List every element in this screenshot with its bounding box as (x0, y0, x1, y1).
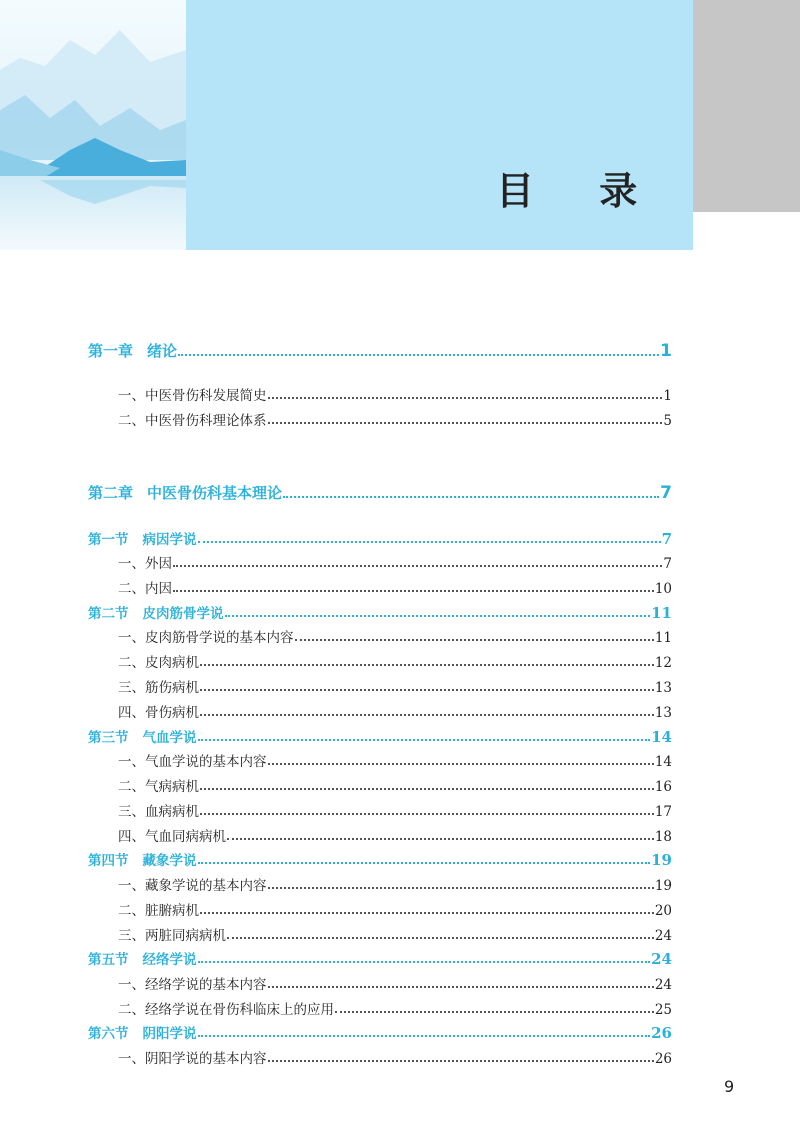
toc-entry-page: 1 (660, 341, 672, 361)
toc-entry-number: 第二章 (88, 484, 134, 502)
toc-entry-page: 24 (654, 928, 672, 944)
toc-entry-number: 第一节 (88, 532, 129, 548)
toc-entry-number: 第二节 (88, 606, 129, 622)
toc-entry-page: 13 (654, 680, 672, 696)
toc-section[interactable] (88, 528, 672, 548)
toc-item[interactable] (88, 998, 672, 1018)
dot-leader (200, 813, 654, 815)
page-title: 目 录 (496, 169, 664, 213)
toc-entry-title: 绪论 (147, 342, 178, 360)
toc-item[interactable] (88, 384, 672, 404)
toc-entry-title: 二、脏腑病机 (118, 903, 199, 919)
toc-entry-title: 一、经络学说的基本内容 (118, 977, 267, 993)
toc-entry-page: 1 (663, 388, 672, 404)
toc-entry-page: 11 (651, 604, 672, 622)
toc-section[interactable] (88, 849, 672, 869)
toc-entry-page: 7 (663, 556, 672, 572)
toc-entry-label (88, 384, 267, 404)
toc-item[interactable] (88, 750, 672, 770)
toc-entry-title: 中医骨伤科基本理论 (147, 484, 283, 502)
toc-item[interactable] (88, 651, 672, 671)
toc-entry-page: 19 (651, 851, 672, 869)
dot-leader (173, 565, 662, 567)
toc-entry-page: 25 (654, 1002, 672, 1018)
toc-entry-label (88, 552, 172, 572)
toc-entry-page: 26 (654, 1051, 672, 1067)
toc-entry-title: 一、皮肉筋骨学说的基本内容 (118, 630, 294, 646)
toc-entry-number: 第六节 (88, 1026, 129, 1042)
dot-leader (268, 1060, 654, 1062)
dot-leader (200, 689, 654, 691)
dot-leader (268, 887, 654, 889)
toc-section[interactable] (88, 602, 672, 622)
toc-entry-title: 二、经络学说在骨伤科临床上的应用 (118, 1002, 334, 1018)
toc-item[interactable] (88, 825, 672, 845)
dot-leader (198, 541, 661, 543)
toc-entry-title: 四、气血同病病机 (118, 829, 226, 845)
dot-leader (178, 354, 659, 356)
toc-entry-number: 第五节 (88, 952, 129, 968)
page-number: 9 (724, 1077, 735, 1096)
landscape-illustration (0, 0, 186, 250)
toc-entry-title: 阴阳学说 (142, 1026, 197, 1042)
toc-entry-label (88, 948, 197, 968)
toc-section[interactable] (88, 726, 672, 746)
dot-leader (173, 590, 654, 592)
toc-item[interactable] (88, 409, 672, 429)
toc-entry-label (88, 800, 199, 820)
toc-entry-page: 7 (660, 483, 672, 503)
toc-item[interactable] (88, 577, 672, 597)
dot-leader (225, 615, 651, 617)
toc-entry-title: 经络学说 (142, 952, 197, 968)
toc-entry-number: 第一章 (88, 342, 134, 360)
toc-entry-title: 一、中医骨伤科发展简史 (118, 388, 267, 404)
toc-entry-number: 第四节 (88, 853, 129, 869)
toc-entry-number: 第三节 (88, 730, 129, 746)
dot-leader (198, 961, 651, 963)
toc-item[interactable] (88, 552, 672, 572)
dot-leader (227, 838, 654, 840)
toc-entry-page: 19 (654, 878, 672, 894)
toc-entry-page: 14 (654, 754, 672, 770)
dot-leader (268, 986, 654, 988)
toc-entry-page: 7 (661, 530, 672, 548)
dot-leader (227, 937, 654, 939)
dot-leader (268, 397, 663, 399)
toc-entry-label (88, 577, 172, 597)
toc-entry-label (88, 825, 226, 845)
toc-entry-page: 17 (654, 804, 672, 820)
toc-entry-title: 藏象学说 (142, 853, 197, 869)
dot-leader (198, 1035, 651, 1037)
toc-entry-label (88, 1022, 197, 1042)
toc-entry-title: 三、血病病机 (118, 804, 199, 820)
toc-entry-page: 5 (663, 413, 672, 429)
toc-chapter[interactable] (88, 482, 672, 503)
toc-entry-label (88, 973, 267, 993)
toc-entry-title: 一、气血学说的基本内容 (118, 754, 267, 770)
toc-entry-label (88, 726, 197, 746)
toc-entry-page: 26 (651, 1024, 672, 1042)
toc-entry-title: 二、内因 (118, 581, 172, 597)
toc-item[interactable] (88, 676, 672, 696)
toc-entry-page: 11 (654, 630, 672, 646)
toc-entry-label (88, 409, 267, 429)
toc-entry-label (88, 1047, 267, 1067)
toc-entry-title: 一、外因 (118, 556, 172, 572)
toc-entry-label (88, 602, 224, 622)
toc-entry-label (88, 676, 199, 696)
toc-entry-page: 13 (654, 705, 672, 721)
toc-entry-title: 皮肉筋骨学说 (142, 606, 224, 622)
toc-item[interactable] (88, 775, 672, 795)
dot-leader (200, 664, 654, 666)
toc-item[interactable] (88, 701, 672, 721)
dot-leader (268, 422, 663, 424)
toc-entry-label (88, 874, 267, 894)
toc-entry-page: 24 (651, 950, 672, 968)
toc-item[interactable] (88, 626, 672, 646)
toc-entry-label (88, 924, 226, 944)
toc-entry-title: 二、中医骨伤科理论体系 (118, 413, 267, 429)
toc-entry-title: 病因学说 (142, 532, 197, 548)
toc-entry-label (88, 528, 197, 548)
toc-entry-label (88, 701, 199, 721)
toc-entry-title: 气血学说 (142, 730, 197, 746)
dot-leader (200, 714, 654, 716)
toc-entry-title: 三、筋伤病机 (118, 680, 199, 696)
toc-entry-page: 12 (654, 655, 672, 671)
toc-entry-page: 18 (654, 829, 672, 845)
toc-entry-label (88, 899, 199, 919)
toc-entry-label (88, 849, 197, 869)
toc-entry-title: 二、皮肉病机 (118, 655, 199, 671)
toc-entry-label (88, 340, 177, 361)
header-band (0, 0, 693, 250)
toc-section[interactable] (88, 1022, 672, 1042)
toc-entry-label (88, 651, 199, 671)
toc-entry-label (88, 750, 267, 770)
toc-item[interactable] (88, 1047, 672, 1067)
toc-entry-title: 二、气病病机 (118, 779, 199, 795)
toc-item[interactable] (88, 800, 672, 820)
dot-leader (283, 496, 659, 498)
toc-entry-label (88, 775, 199, 795)
toc-section[interactable] (88, 948, 672, 968)
toc-entry-label (88, 998, 334, 1018)
dot-leader (335, 1011, 654, 1013)
toc-entry-label (88, 482, 282, 503)
dot-leader (198, 862, 651, 864)
toc-chapter[interactable] (88, 340, 672, 361)
toc-item[interactable] (88, 973, 672, 993)
toc-entry-page: 24 (654, 977, 672, 993)
toc-entry-title: 一、藏象学说的基本内容 (118, 878, 267, 894)
toc-entry-page: 14 (651, 728, 672, 746)
toc-entry-title: 四、骨伤病机 (118, 705, 199, 721)
toc-item[interactable] (88, 874, 672, 894)
toc-item[interactable] (88, 924, 672, 944)
gray-corner-tab (693, 0, 800, 212)
toc-entry-page: 20 (654, 903, 672, 919)
dot-leader (295, 639, 654, 641)
dot-leader (200, 912, 654, 914)
toc-entry-page: 10 (654, 581, 672, 597)
toc-entry-page: 16 (654, 779, 672, 795)
dot-leader (198, 739, 651, 741)
toc-entry-title: 一、阴阳学说的基本内容 (118, 1051, 267, 1067)
toc-entry-title: 三、两脏同病病机 (118, 928, 226, 944)
dot-leader (200, 788, 654, 790)
toc-entry-label (88, 626, 294, 646)
toc-item[interactable] (88, 899, 672, 919)
dot-leader (268, 763, 654, 765)
